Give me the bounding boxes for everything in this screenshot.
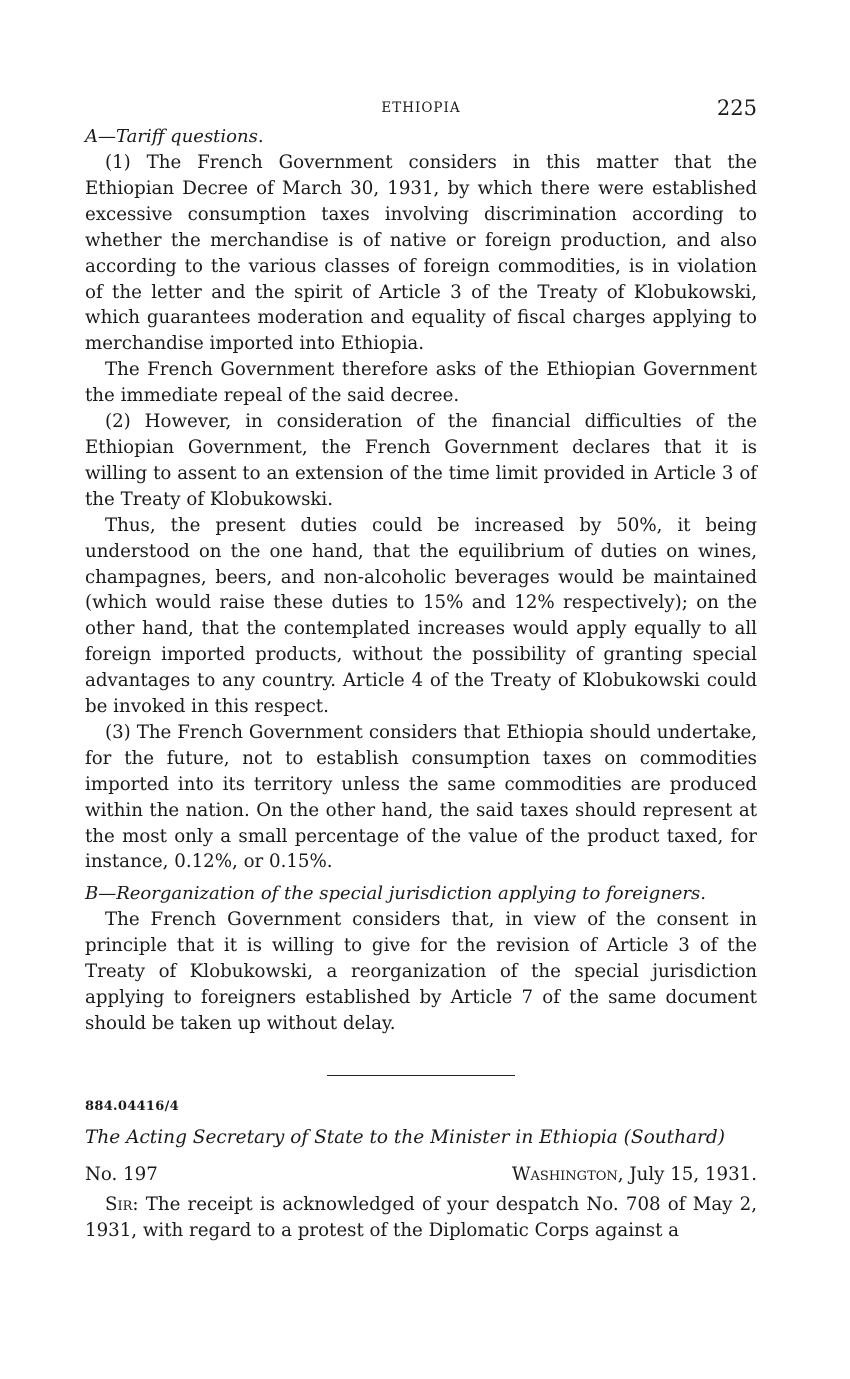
section-a-paragraph-1: (1) The French Government considers in this matter that the Ethiopian Decree of March 30, 1931, by which there were established excessive consumption taxes involving discrimination according to whether the merchandise is of native or foreign production, and also according to the various classes of foreign commodities, is in violation of the letter and the spirit of Article 3 of the Treaty of Klobukowski, which guarantees moderation and equality of fiscal charges applying to merchandise imported into Ethiopia. <box>85 152 757 355</box>
file-number: 884.04416/4 <box>85 1098 179 1114</box>
despatch-number: No. 197 <box>85 1163 158 1185</box>
place: Washington <box>511 1163 618 1185</box>
section-b-heading: B—Reorganization of the special jurisdiction applying to foreigners. <box>85 883 706 905</box>
section-a-heading: A—Tariff questions. <box>85 126 264 147</box>
section-a-paragraph-4: Thus, the present duties could be increased by 50%, it being understood on the one hand, that the equilibrium of duties on wines, champagnes, beers, and non-alcoholic beverages would be maintained (which would raise these duties to 15% and 12% respectively); on the other hand, that the contemplated increases would apply equally to all foreign imported products, without the possibility of granting special advantages to any country. Article 4 of the Treaty of Klobukowski could be invoked in this respect. <box>85 514 757 718</box>
section-a-paragraph-3: (2) However, in consideration of the financial difficulties of the Ethiopian Government, the French Government declares that it is willing to assent to an extension of the time limit provided in Article 3 of the Treaty of Klobukowski. <box>85 411 757 510</box>
running-head <box>85 96 757 124</box>
section-divider <box>327 1075 515 1076</box>
running-title: ETHIOPIA <box>381 100 461 116</box>
document-page <box>85 96 757 1244</box>
section-b-paragraph-1: The French Government considers that, in view of the consent in principle that it is willing to give for the revision of Article 3 of the Treaty of Klobukowski, a reorganization of the special jurisdiction applying to foreigners established by Article 7 of the same document should be taken up without delay. <box>85 909 757 1034</box>
date: , July 15, 1931. <box>617 1163 757 1185</box>
section-a-paragraph-5: (3) The French Government considers that Ethiopia should undertake, for the future, not to establish consumption taxes on commodities imported into its territory unless the same commodities are produced within the nation. On the other hand, the said taxes should represent at the most only a small percentage of the value of the product taxed, for instance, 0.12%, or 0.15%. <box>85 721 757 873</box>
letter-text: : The receipt is acknowledged of your despatch No. 708 of May 2, 1931, with regard to a protest of the Diplomatic Corps against a <box>85 1193 757 1241</box>
letter-body <box>85 1192 757 1244</box>
document-title: The Acting Secretary of State to the Minister in Ethiopia (Southard) <box>85 1126 725 1148</box>
page-number: 225 <box>716 96 757 120</box>
salutation: Sir <box>105 1193 133 1215</box>
section-a-paragraph-2: The French Government therefore asks of the Ethiopian Government the immediate repeal of the said decree. <box>85 359 757 407</box>
dateline <box>85 1164 757 1192</box>
place-date <box>512 1164 757 1185</box>
